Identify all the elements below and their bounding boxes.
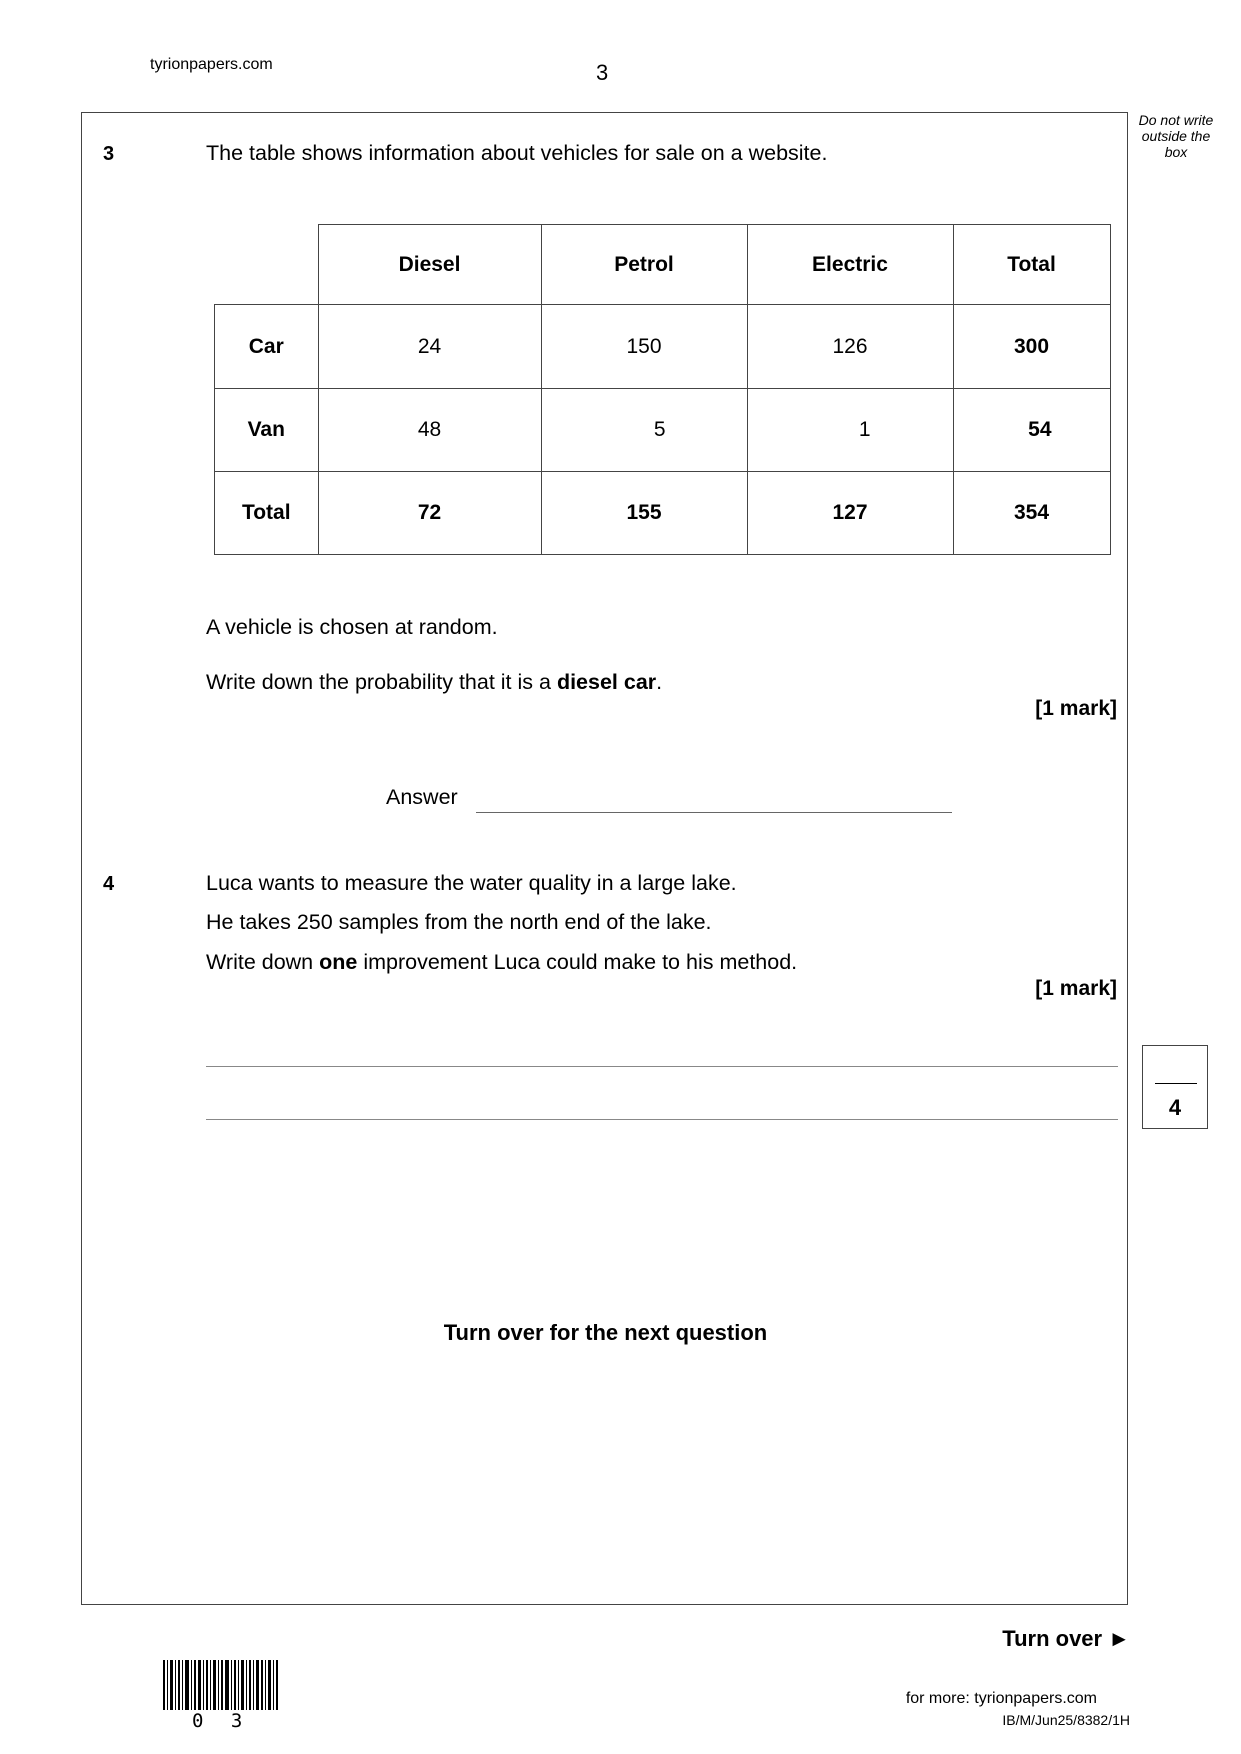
barcode-number: 0 3	[192, 1710, 251, 1732]
question-4-number: 4	[103, 873, 115, 895]
column-header-diesel: Diesel	[318, 225, 541, 305]
row-header-car: Car	[215, 305, 319, 389]
question-4-line-1: Luca wants to measure the water quality in a large lake.	[206, 871, 737, 895]
footer-website: for more: tyrionpapers.com	[905, 1690, 1097, 1707]
question-4-mark: [1 mark]	[1035, 977, 1117, 1000]
question-3-line-2	[206, 670, 662, 695]
table-cell: 48	[318, 389, 541, 472]
table-row	[215, 389, 1111, 472]
table-cell-total: 155	[541, 472, 747, 555]
table-cell: 1	[747, 389, 953, 472]
table-cell: 24	[318, 305, 541, 389]
paper-code: IB/M/Jun25/8382/1H	[1002, 1712, 1130, 1728]
question-4-line-3-start: Write down	[206, 950, 320, 974]
score-box-rule	[1155, 1083, 1197, 1084]
vehicle-table	[214, 224, 1111, 555]
table-cell-total: 127	[747, 472, 953, 555]
table-row	[215, 305, 1111, 389]
question-4-emphasis: one	[319, 950, 358, 974]
table-row	[215, 472, 1111, 555]
score-box-value: 4	[1168, 1095, 1182, 1120]
question-3-number: 3	[103, 143, 115, 165]
column-header-total: Total	[953, 225, 1110, 305]
turn-over-next-question: Turn over for the next question	[443, 1320, 768, 1345]
question-3-mark: [1 mark]	[1035, 697, 1117, 720]
table-cell: 5	[541, 389, 747, 472]
table-cell-total: 300	[953, 305, 1110, 389]
page-number: 3	[596, 60, 609, 85]
column-header-petrol: Petrol	[541, 225, 747, 305]
barcode-icon	[163, 1660, 279, 1710]
table-cell-total: 54	[953, 389, 1110, 472]
answer-label: Answer	[386, 785, 458, 809]
turn-over-label: Turn over ►	[1002, 1626, 1130, 1651]
table-cell-total: 72	[318, 472, 541, 555]
margin-note	[1130, 112, 1222, 160]
row-header-total: Total	[215, 472, 319, 555]
question-3-line-1: A vehicle is chosen at random.	[206, 615, 498, 639]
margin-note-line: outside the	[1141, 128, 1211, 144]
column-header-electric: Electric	[747, 225, 953, 305]
site-header: tyrionpapers.com	[150, 56, 273, 73]
table-cell: 126	[747, 305, 953, 389]
table-corner	[215, 225, 319, 305]
row-header-van: Van	[215, 389, 319, 472]
question-4-line-2: He takes 250 samples from the north end of the lake.	[206, 910, 712, 934]
question-3-line-2-start: Write down the probability that it is a	[206, 670, 557, 694]
answer-line[interactable]	[476, 812, 952, 813]
question-3-emphasis: diesel car	[556, 670, 657, 694]
table-cell-total: 354	[953, 472, 1110, 555]
margin-note-line: box	[1164, 144, 1188, 160]
answer-writing-line[interactable]	[206, 1119, 1118, 1120]
question-4-line-3-end: improvement Luca could make to his method.	[357, 950, 798, 974]
answer-writing-line[interactable]	[206, 1066, 1118, 1067]
margin-note-line: Do not write	[1138, 112, 1214, 128]
question-4-line-3	[206, 950, 797, 975]
question-3-line-2-end: .	[656, 670, 663, 694]
question-3-intro: The table shows information about vehicles for sale on a website.	[206, 141, 828, 165]
table-cell: 150	[541, 305, 747, 389]
